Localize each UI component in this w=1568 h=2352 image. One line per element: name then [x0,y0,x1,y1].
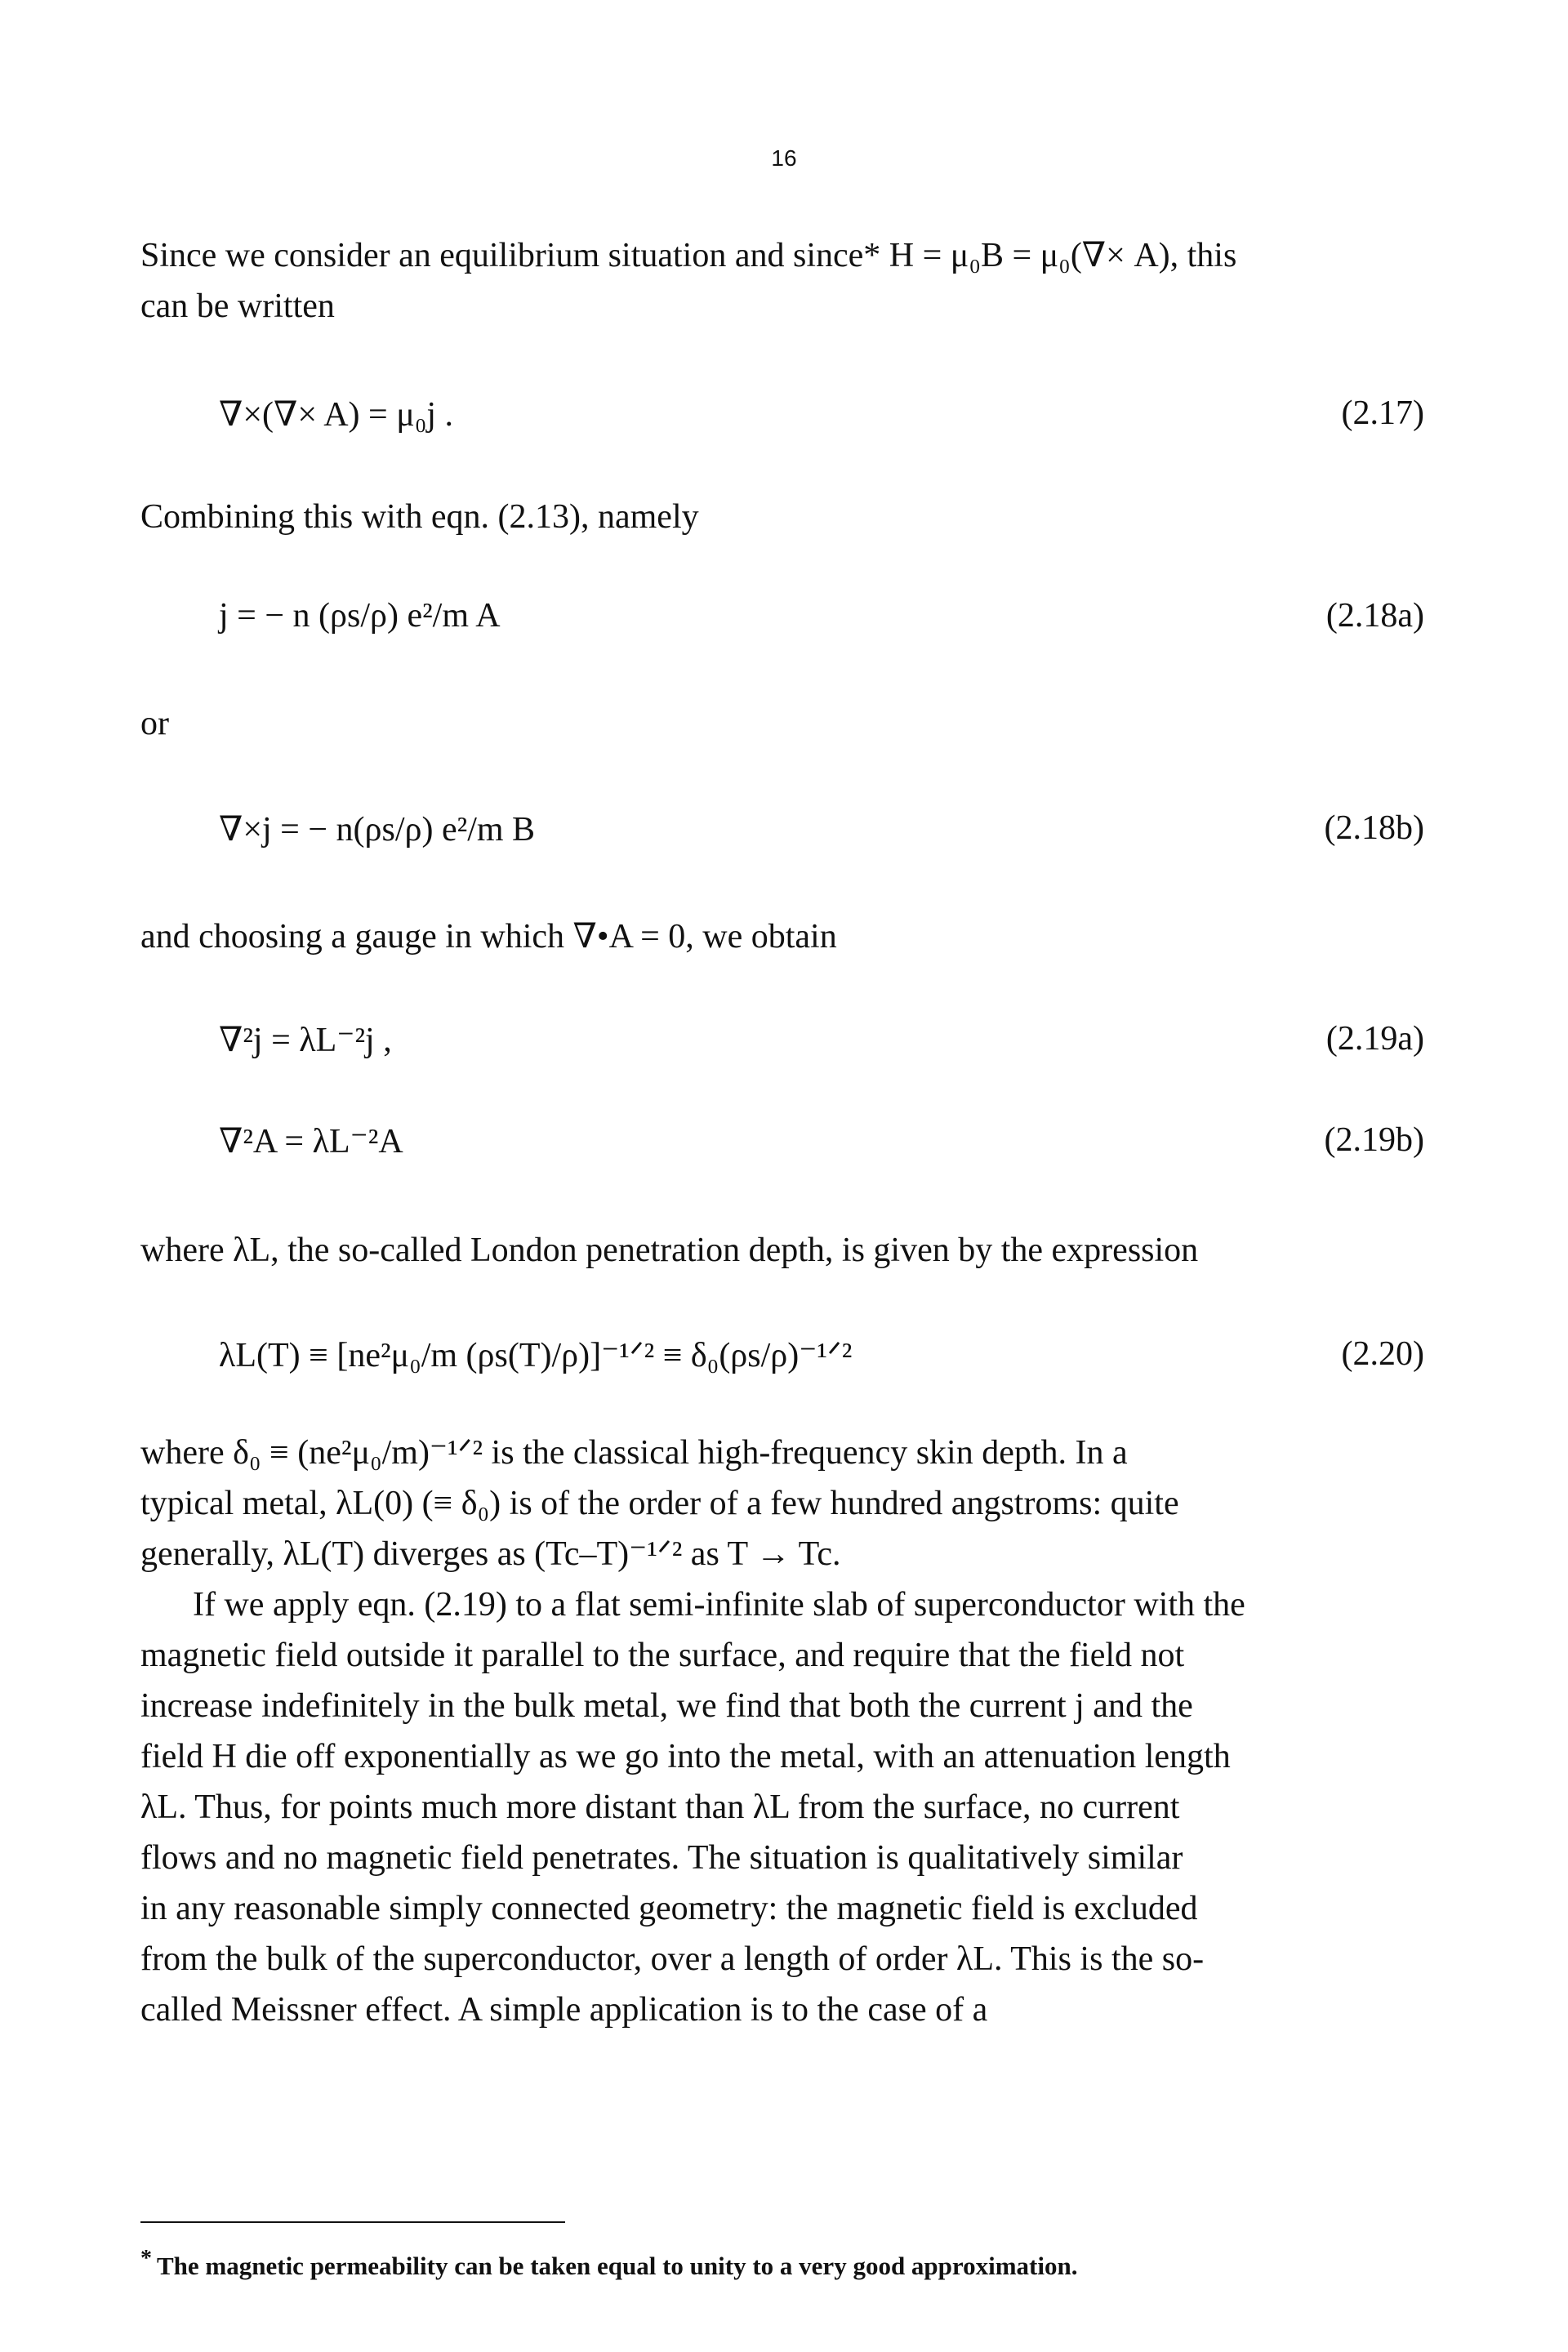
intro-line-2: can be written [140,287,335,325]
where-delta-line-2: typical metal, λL(0) (≡ δ₀) is of the order of a few hundred angstroms: quite [140,1485,1179,1522]
equation-2-20-number: (2.20) [1341,1335,1424,1373]
meissner-line-9: called Meissner effect. A simple application is to the case of a [140,1991,988,2029]
equation-2-18a-expr: j = − n (ρs/ρ) e²/m A [219,597,501,635]
equation-2-18a-number: (2.18a) [1325,597,1424,635]
footnote-text: The magnetic permeability can be taken equal to unity to a very good approximation. [157,2252,1078,2281]
equation-2-19a-expr: ∇²j = λL⁻²j , [219,1022,392,1059]
meissner-paragraph [140,1579,1447,2035]
where-delta-paragraph [140,1428,1447,1579]
gauge-text [140,911,1447,962]
equation-2-19a-number: (2.19a) [1325,1020,1424,1058]
equation-2-17-expr: ∇×(∇× A) = μ₀j . [219,396,454,434]
footnote [140,2246,1077,2281]
equation-2-18b-number: (2.18b) [1324,809,1424,847]
where-delta-line-1: where δ₀ ≡ (ne²μ₀/m)⁻¹ᐟ² is the classical high-frequency skin depth. In a [140,1434,1128,1472]
equation-2-18b-expr: ∇×j = − n(ρs/ρ) e²/m B [219,811,536,849]
where-delta-line-3: generally, λL(T) diverges as (Tc–T)⁻¹ᐟ² as T → Tc. [140,1535,841,1573]
or-label: or [140,705,169,742]
equation-2-20-expr: λL(T) ≡ [ne²μ₀/m (ρs(T)/ρ)]⁻¹ᐟ² ≡ δ₀(ρs/ρ)⁻¹ᐟ² [219,1337,853,1374]
meissner-line-2: magnetic field outside it parallel to the surface, and require that the field not [140,1637,1185,1674]
gauge-line: and choosing a gauge in which ∇•A = 0, we obtain [140,918,837,956]
intro-paragraph [140,230,1447,332]
meissner-line-4: field H die off exponentially as we go into the metal, with an attenuation length [140,1738,1231,1775]
combining-text [140,492,1447,542]
where-lambda-text [140,1225,1447,1276]
meissner-line-7: in any reasonable simply connected geometry: the magnetic field is excluded [140,1890,1198,1927]
equation-2-19b-expr: ∇²A = λL⁻²A [219,1123,403,1160]
meissner-line-8: from the bulk of the superconductor, over a length of order λL. This is the so- [140,1940,1205,1978]
meissner-line-1: If we apply eqn. (2.19) to a flat semi-infinite slab of superconductor with the [193,1586,1245,1624]
where-lambda-line: where λL, the so-called London penetration depth, is given by the expression [140,1232,1199,1269]
equation-2-17-number: (2.17) [1341,394,1424,432]
meissner-line-5: λL. Thus, for points much more distant than λL from the surface, no current [140,1788,1180,1826]
page-number: 16 [771,145,797,171]
meissner-line-6: flows and no magnetic field penetrates. The situation is qualitatively similar [140,1839,1183,1877]
equation-2-19b-number: (2.19b) [1324,1121,1424,1159]
footnote-rule [140,2221,565,2223]
footnote-marker: * [140,2246,152,2271]
combining-line: Combining this with eqn. (2.13), namely [140,498,699,536]
intro-line-1: Since we consider an equilibrium situation and since* H = μ₀B = μ₀(∇× A), this [140,237,1237,274]
meissner-line-3: increase indefinitely in the bulk metal, we find that both the current j and the [140,1687,1193,1725]
